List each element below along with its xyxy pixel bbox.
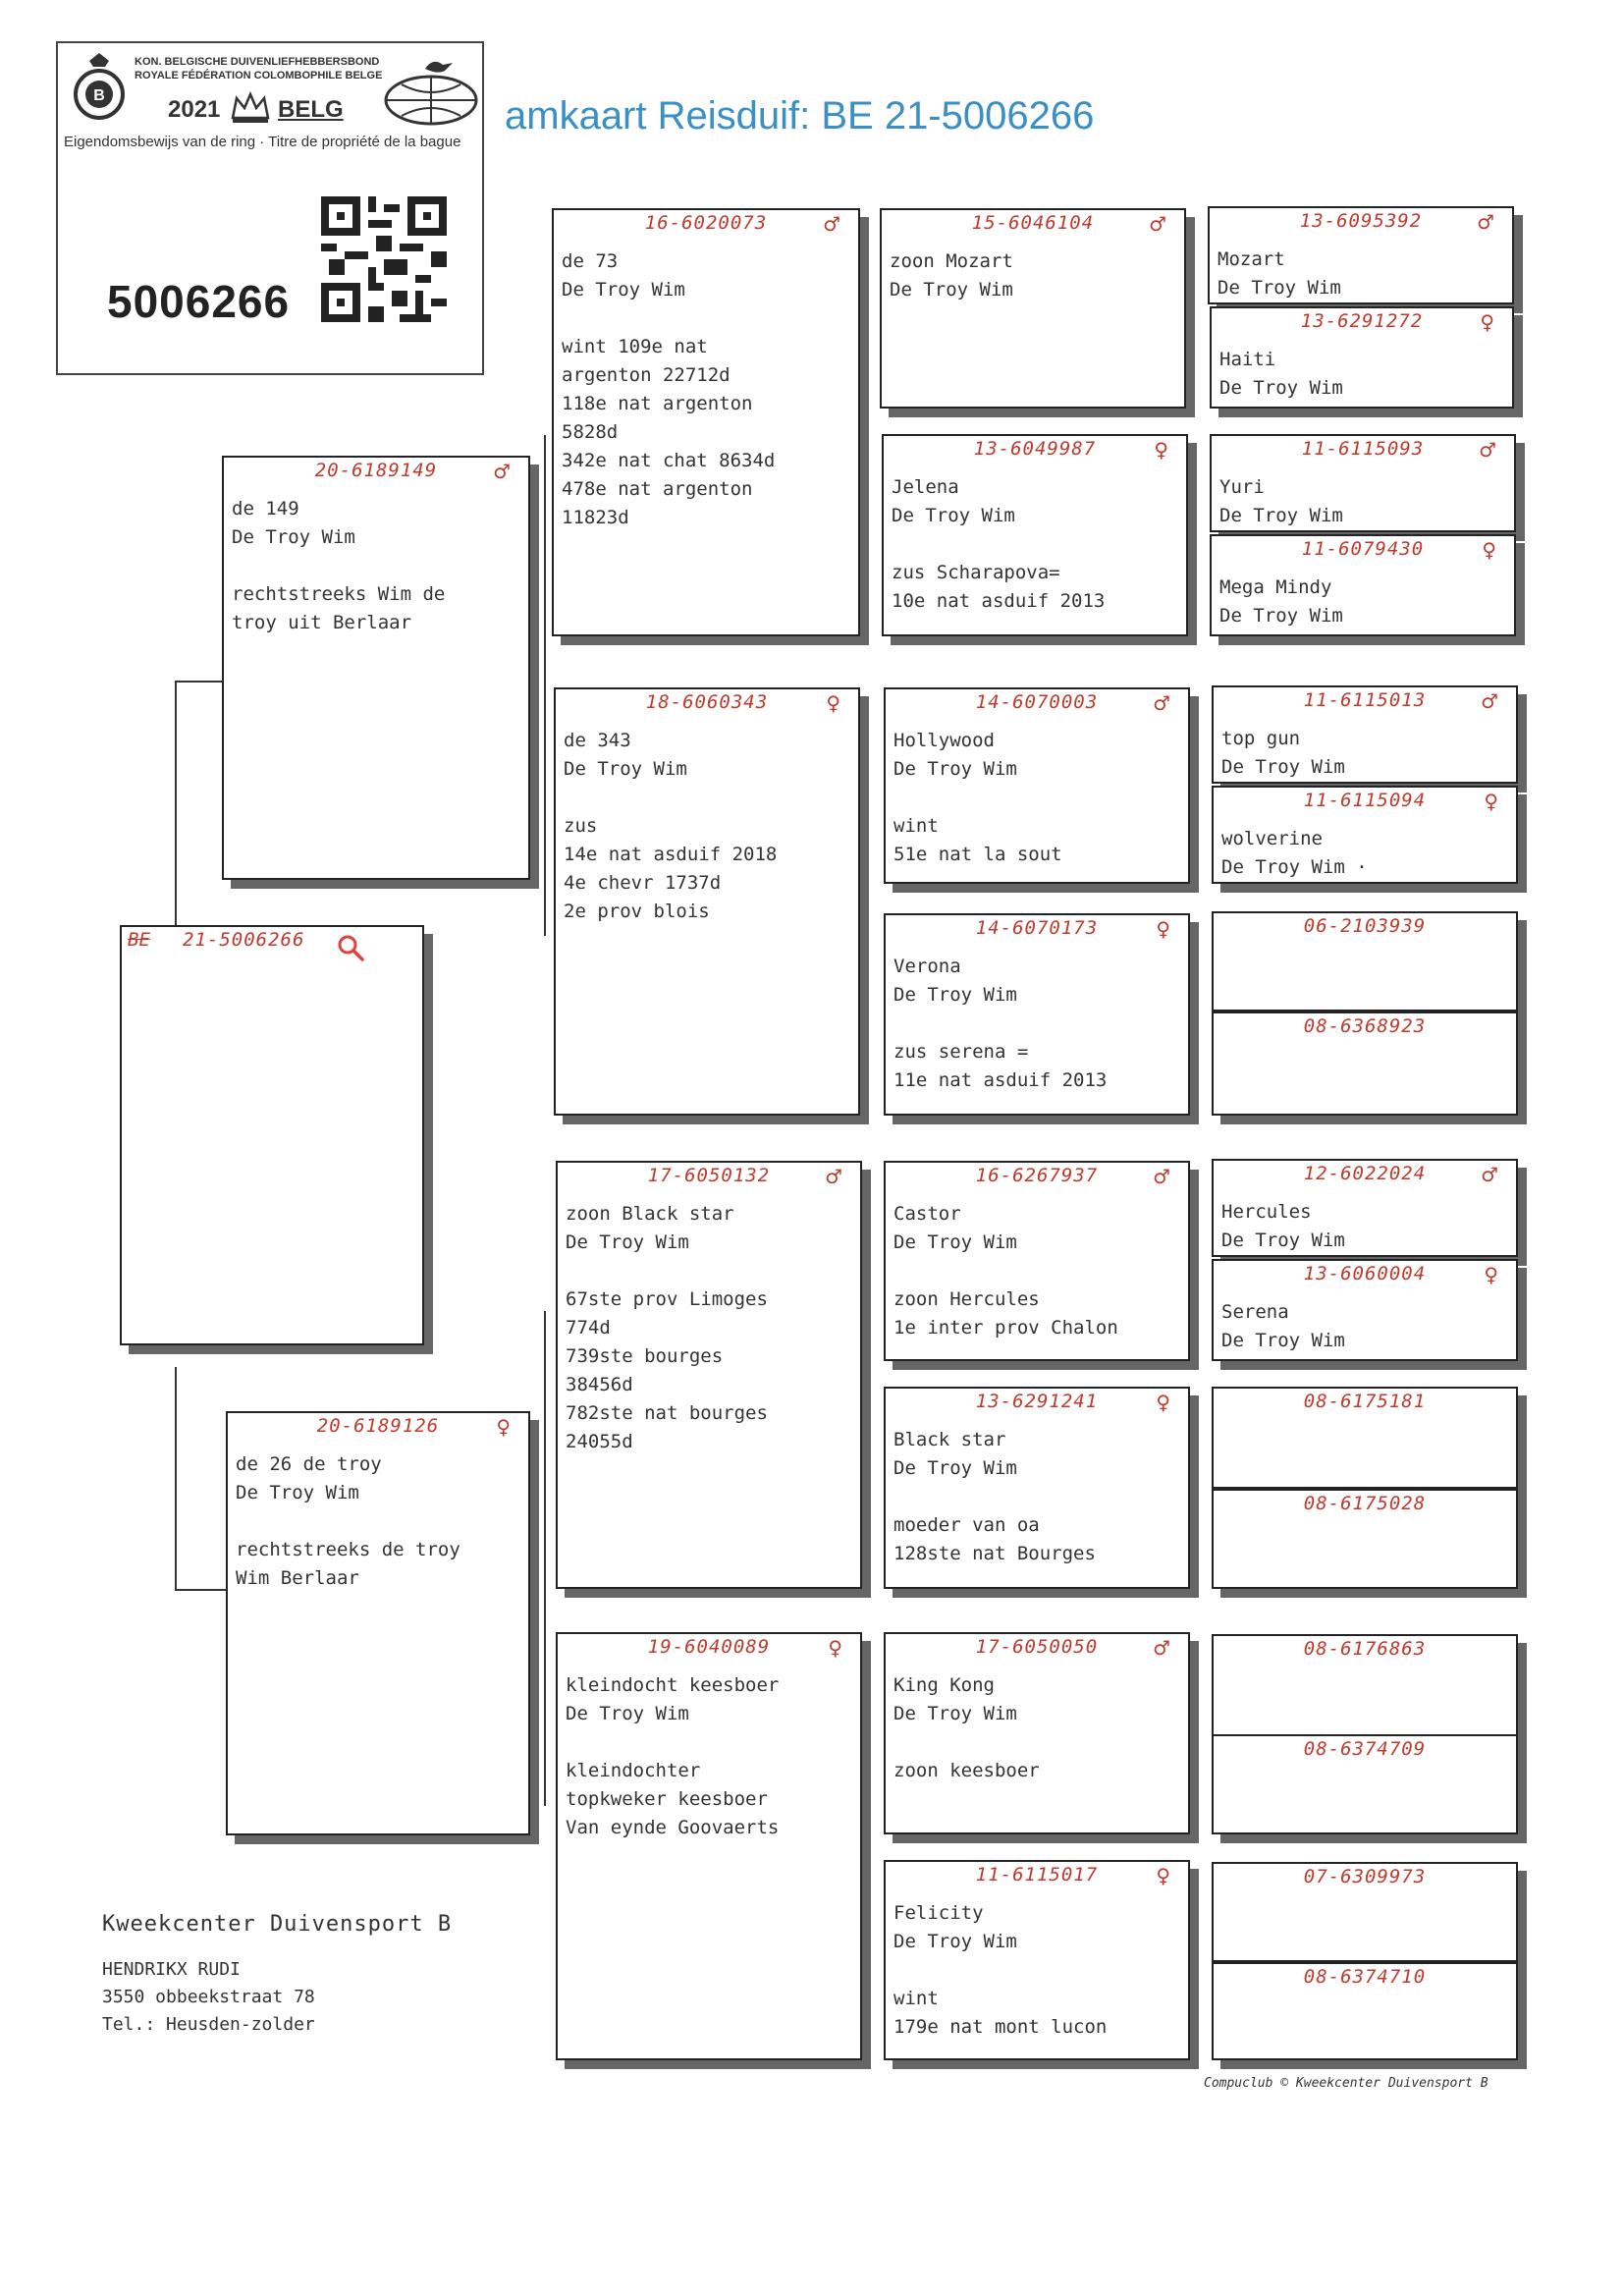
search-icon[interactable] xyxy=(336,933,365,962)
pedigree-card-g4-5 xyxy=(1212,685,1518,784)
pedigree-notes: Yuri De Troy Wim xyxy=(1219,476,1343,526)
ring-number: 16-6267937 xyxy=(975,1165,1099,1186)
ring-number: 06-2103939 xyxy=(1303,915,1427,937)
pedigree-card-dam xyxy=(226,1411,530,1835)
female-icon: ♀ xyxy=(1484,1263,1498,1286)
male-icon: ♂ xyxy=(823,212,840,236)
pedigree-notes: Mega Mindy De Troy Wim xyxy=(1219,576,1343,627)
pedigree-notes: zoon Mozart De Troy Wim xyxy=(890,250,1013,301)
ring-number: 11-6115017 xyxy=(975,1864,1099,1885)
pedigree-card-g4-7 xyxy=(1212,911,1518,1011)
pedigree-card-granddam-paternal xyxy=(554,687,860,1116)
ring-number: 13-6095392 xyxy=(1299,210,1423,232)
certificate-caption: Eigendomsbewijs van de ring · Titre de propriété de la bague xyxy=(64,134,461,150)
ring-number: 17-6050050 xyxy=(975,1636,1099,1658)
ring-number: 20-6189149 xyxy=(314,460,438,481)
org-name-nl: KON. BELGISCHE DUIVENLIEFHEBBERSBOND xyxy=(135,56,380,68)
pedigree-card-g4-16 xyxy=(1212,1962,1518,2060)
male-icon: ♂ xyxy=(493,460,511,483)
ring-number: 08-6374710 xyxy=(1303,1966,1427,1988)
pedigree-card-g4-10 xyxy=(1212,1259,1518,1361)
connector-line xyxy=(175,681,177,926)
ring-number: 07-6309973 xyxy=(1303,1866,1427,1887)
male-icon: ♂ xyxy=(1479,438,1496,462)
pedigree-notes: Verona De Troy Wim zus serena = 11e nat asduif 2013 xyxy=(893,956,1108,1091)
ring-number: 13-6291241 xyxy=(975,1391,1099,1412)
ring-number: 11-6115094 xyxy=(1303,790,1427,811)
pedigree-notes: Castor De Troy Wim zoon Hercules 1e inter prov Chalon xyxy=(893,1203,1118,1339)
connector-line xyxy=(544,1311,546,1806)
male-icon: ♂ xyxy=(1153,1636,1170,1660)
breeder-person: HENDRIKX RUDI xyxy=(102,1959,241,1980)
org-name-fr: ROYALE FÉDÉRATION COLOMBOPHILE BELGE xyxy=(135,70,383,82)
pedigree-card-g4-15 xyxy=(1212,1862,1518,1962)
pedigree-card-ggp-7 xyxy=(884,1632,1190,1834)
breeder-tel: Tel.: Heusden-zolder xyxy=(102,2014,315,2035)
pedigree-notes: Hollywood De Troy Wim wint 51e nat la sout xyxy=(893,730,1062,865)
pedigree-card-granddam-maternal xyxy=(556,1632,862,2060)
ring-number: 12-6022024 xyxy=(1303,1163,1427,1184)
breeder-name: Kweekcenter Duivensport B xyxy=(102,1912,453,1937)
pedigree-notes: Serena De Troy Wim xyxy=(1221,1301,1345,1351)
pedigree-card-g4-4 xyxy=(1210,534,1516,636)
connector-line xyxy=(544,435,546,936)
certificate-year: 2021 xyxy=(168,96,221,123)
ring-number: 15-6046104 xyxy=(971,212,1095,234)
pedigree-card-ggp-5 xyxy=(884,1161,1190,1361)
male-icon: ♂ xyxy=(1153,691,1170,715)
connector-line xyxy=(175,1367,177,1591)
pedigree-card-g4-6 xyxy=(1212,786,1518,884)
svg-text:B: B xyxy=(93,87,105,104)
pedigree-notes: de 343 De Troy Wim zus 14e nat asduif 2018 4e chevr 1737d 2e prov blois xyxy=(564,730,778,922)
pedigree-card-g4-3 xyxy=(1210,434,1516,532)
pedigree-card-g4-12 xyxy=(1212,1489,1518,1589)
pedigree-notes: Black star De Troy Wim moeder van oa 128ste nat Bourges xyxy=(893,1429,1096,1564)
female-icon: ♀ xyxy=(1156,917,1170,941)
ring-number: 14-6070173 xyxy=(975,917,1099,939)
pedigree-notes: zoon Black star De Troy Wim 67ste prov Limoges 774d 739ste bourges 38456d 782ste nat bourges 24055d xyxy=(566,1203,768,1452)
certificate-country: BELG xyxy=(278,96,344,123)
pedigree-card-ggp-8 xyxy=(884,1860,1190,2060)
ring-number: 20-6189126 xyxy=(316,1415,440,1437)
country-prefix: BE xyxy=(128,929,150,951)
ring-number: 19-6040089 xyxy=(647,1636,771,1658)
pedigree-card-grandsire-paternal xyxy=(552,208,860,636)
qr-code-icon xyxy=(321,196,447,322)
female-icon: ♀ xyxy=(1154,438,1168,462)
pedigree-notes: Felicity De Troy Wim wint 179e nat mont lucon xyxy=(893,1902,1108,2038)
subject-ring: 21-5006266 xyxy=(183,929,305,951)
pedigree-card-g4-11 xyxy=(1212,1387,1518,1489)
connector-line xyxy=(175,681,222,683)
male-icon: ♂ xyxy=(1477,210,1494,234)
pedigree-notes: kleindocht keesboer De Troy Wim kleindochter topkweker keesboer Van eynde Goovaerts xyxy=(566,1674,780,1838)
ring-number: 16-6020073 xyxy=(644,212,768,234)
pedigree-notes: King Kong De Troy Wim zoon keesboer xyxy=(893,1674,1040,1781)
pedigree-card-ggp-3 xyxy=(884,687,1190,884)
page-title: amkaart Reisduif: BE 21-5006266 xyxy=(505,94,1095,137)
ring-number: 08-6374709 xyxy=(1303,1738,1427,1760)
pedigree-notes: Haiti De Troy Wim xyxy=(1219,349,1343,399)
pedigree-card-subject xyxy=(120,925,424,1345)
female-icon: ♀ xyxy=(1156,1864,1170,1887)
crown-icon xyxy=(229,88,272,126)
pedigree-card-g4-1 xyxy=(1208,206,1514,304)
female-icon: ♀ xyxy=(1484,790,1498,813)
pedigree-notes: Mozart De Troy Wim xyxy=(1218,248,1341,299)
connector-line xyxy=(175,1589,226,1591)
female-icon: ♀ xyxy=(828,1636,842,1660)
ring-certificate xyxy=(56,41,484,375)
pedigree-card-g4-9 xyxy=(1212,1159,1518,1257)
federation-logo-icon xyxy=(72,51,127,130)
ring-number: 13-6060004 xyxy=(1303,1263,1427,1284)
pedigree-card-g4-2 xyxy=(1210,306,1514,409)
ring-number: 08-6175028 xyxy=(1303,1493,1427,1514)
ring-number: 13-6291272 xyxy=(1300,310,1424,332)
ring-number: 11-6079430 xyxy=(1301,538,1425,560)
breeder-address: 3550 obbeekstraat 78 xyxy=(102,1987,315,2007)
ring-number: 11-6115093 xyxy=(1301,438,1425,460)
female-icon: ♀ xyxy=(1482,538,1496,562)
ring-number: 17-6050132 xyxy=(647,1165,771,1186)
ring-number: 14-6070003 xyxy=(975,691,1099,713)
ring-number: 08-6175181 xyxy=(1303,1391,1427,1412)
female-icon: ♀ xyxy=(1480,310,1494,334)
pedigree-card-ggp-4 xyxy=(884,913,1190,1116)
female-icon: ♀ xyxy=(826,691,840,715)
pedigree-card-g4-13 xyxy=(1212,1634,1518,1736)
pedigree-notes: de 149 De Troy Wim rechtstreeks Wim de troy uit Berlaar xyxy=(232,498,446,633)
pedigree-notes: de 73 De Troy Wim wint 109e nat argenton 22712d 118e nat argenton 5828d 342e nat chat 8634d 478e nat argenton 11823d xyxy=(562,250,776,528)
ring-number: 08-6176863 xyxy=(1303,1638,1427,1660)
pedigree-card-ggp-1 xyxy=(880,208,1186,409)
pedigree-card-g4-14 xyxy=(1212,1734,1518,1834)
male-icon: ♂ xyxy=(1149,212,1166,236)
male-icon: ♂ xyxy=(1481,689,1498,713)
certificate-ring-number: 5006266 xyxy=(107,276,291,327)
pedigree-card-ggp-6 xyxy=(884,1387,1190,1589)
pedigree-card-sire xyxy=(222,456,530,880)
pedigree-card-grandsire-maternal xyxy=(556,1161,862,1589)
female-icon: ♀ xyxy=(496,1415,511,1439)
female-icon: ♀ xyxy=(1156,1391,1170,1414)
globe-pigeon-icon xyxy=(382,55,480,128)
ring-number: 11-6115013 xyxy=(1303,689,1427,711)
pedigree-notes: wolverine De Troy Wim · xyxy=(1221,828,1368,878)
ring-number: 13-6049987 xyxy=(973,438,1097,460)
male-icon: ♂ xyxy=(1481,1163,1498,1186)
footer-credit: Compuclub © Kweekcenter Duivensport B xyxy=(1204,2076,1489,2091)
male-icon: ♂ xyxy=(1153,1165,1170,1188)
male-icon: ♂ xyxy=(825,1165,842,1188)
ring-number: 18-6060343 xyxy=(645,691,769,713)
pedigree-card-g4-8 xyxy=(1212,1011,1518,1116)
pedigree-card-ggp-2 xyxy=(882,434,1188,636)
pedigree-notes: de 26 de troy De Troy Wim rechtstreeks de troy Wim Berlaar xyxy=(236,1453,460,1589)
ring-number: 08-6368923 xyxy=(1303,1015,1427,1037)
pedigree-notes: top gun De Troy Wim xyxy=(1221,728,1345,778)
pedigree-notes: Hercules De Troy Wim xyxy=(1221,1201,1345,1251)
pedigree-notes: Jelena De Troy Wim zus Scharapova= 10e nat asduif 2013 xyxy=(892,476,1106,612)
